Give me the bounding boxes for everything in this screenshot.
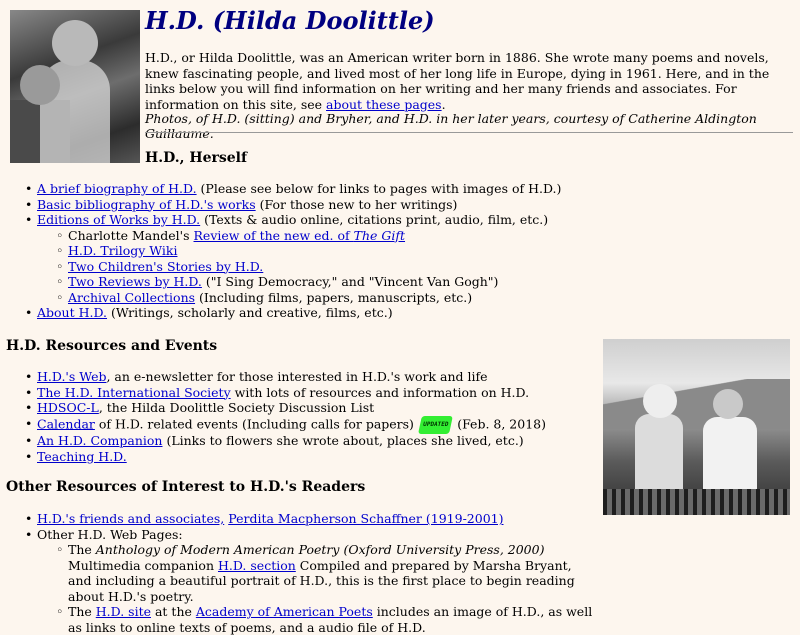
schaffner-link[interactable]: Perdita Macpherson Schaffner (1919-2001) [228,511,503,526]
list-item: • Editions of Works by H.D. (Texts & audio online, citations print, audio, film, etc.) ◦ Charlotte Mandel's Review of the new ed. of The Gift ◦ H.D. Trilogy Wiki ◦ Two Children's Stories by H.D. ◦ Two Reviews by H.D. ("I Sing Democracy," and "Vincent Van Gogh") ◦ Archival Collections (Including films, papers, manuscripts, etc.) [37,212,597,305]
page-title: H.D. (Hilda Doolittle) [145,6,435,35]
about-pages-link[interactable]: about these pages [326,97,442,112]
editions-link[interactable]: Editions of Works by H.D. [37,212,200,227]
list-item: • An H.D. Companion (Links to flowers she wrote about, places she lived, etc.) [37,433,597,449]
about-hd-link[interactable]: About H.D. [37,305,107,320]
divider [145,132,793,133]
academy-poets-link[interactable]: Academy of American Poets [196,604,373,619]
list-item: • Basic bibliography of H.D.'s works (For those new to her writings) [37,197,597,213]
list-item: ◦ Charlotte Mandel's Review of the new ed. of The Gift [68,228,597,244]
hd-later-years-photo [603,339,790,515]
two-reviews-link[interactable]: Two Reviews by H.D. [68,274,202,289]
friends-link[interactable]: H.D.'s friends and associates, [37,511,224,526]
calendar-link[interactable]: Calendar [37,416,95,431]
herself-list [37,181,597,321]
list-item [68,259,597,275]
list-item [37,511,597,527]
bibliography-link[interactable]: Basic bibliography of H.D.'s works [37,197,256,212]
teaching-link[interactable]: Teaching H.D. [37,449,127,464]
list-item: • HDSOC-L, the Hilda Doolittle Society Discussion List [37,400,597,416]
trilogy-wiki-link[interactable]: H.D. Trilogy Wiki [68,243,177,258]
resources-list [37,369,597,464]
hds-web-link[interactable]: H.D.'s Web [37,369,106,384]
other-list [37,511,597,635]
list-item: • H.D.'s Web, an e-newsletter for those interested in H.D.'s work and life [37,369,597,385]
list-item: • The H.D. International Society with lots of resources and information on H.D. [37,385,597,401]
list-item: ◦ The H.D. site at the Academy of American Poets includes an image of H.D., as well as links to online texts of poems, and a audio file of H.D. [68,604,597,635]
list-item: ◦ The Anthology of Modern American Poetry (Oxford University Press, 2000) Multimedia companion H.D. section Compiled and prepared by Marsha Bryant, and including a beautiful portrait of H.D., this is the first place to begin reading about H.D.'s poetry. [68,542,597,604]
archival-link[interactable]: Archival Collections [68,290,195,305]
list-item: • About H.D. (Writings, scholarly and creative, films, etc.) [37,305,597,321]
intro-paragraph: H.D., or Hilda Doolittle, was an American writer born in 1886. She wrote many poems and novels, knew fascinating people, and lived most of her long life in Europe, dying in 1961. Here, and in the links below you will find information on her writing and her many friends and associates. For information on this site, see about these pages. [145,50,770,112]
photo-caption: Photos, of H.D. (sitting) and Bryher, and H.D. in her later years, courtesy of Catherine Aldington Guillaume. [145,111,795,141]
editions-sublist [68,228,597,306]
intro-text: H.D., or Hilda Doolittle, was an American writer born in 1886. She wrote many poems and novels, knew fascinating people, and lived most of her long life in Europe, dying in 1961. Here, and in the links below you will find information on her writing and her many friends and associates. For information on this site, see [145,50,769,112]
list-item [68,243,597,259]
companion-link[interactable]: An H.D. Companion [37,433,162,448]
hdsoc-l-link[interactable]: HDSOC-L [37,400,99,415]
hd-bryher-photo [10,10,140,163]
web-pages-sublist [68,542,597,635]
gift-review-link[interactable]: Review of the new ed. of The Gift [194,228,406,243]
list-item: • A brief biography of H.D. (Please see below for links to pages with images of H.D.) [37,181,597,197]
biography-link[interactable]: A brief biography of H.D. [37,181,197,196]
hd-site-link[interactable]: H.D. site [96,604,151,619]
updated-badge: UPDATED [418,416,453,434]
list-item: ◦ Two Reviews by H.D. ("I Sing Democracy," and "Vincent Van Gogh") [68,274,597,290]
herself-heading: H.D., Herself [145,150,247,166]
list-item [37,449,597,465]
list-item: ◦ Archival Collections (Including films, papers, manuscripts, etc.) [68,290,597,306]
childrens-stories-link[interactable]: Two Children's Stories by H.D. [68,259,263,274]
list-item: • Other H.D. Web Pages: ◦ The Anthology of Modern American Poetry (Oxford University Press, 2000) Multimedia companion H.D. section Compiled and prepared by Marsha Bryant, and including a beautiful portrait of H.D., this is the first place to begin reading about H.D.'s poetry. ◦ The H.D. site at the Academy of American Poets includes an image of H.D., as well as links to online texts of poems, and a audio file of H.D. [37,527,597,635]
international-society-link[interactable]: The H.D. International Society [37,385,231,400]
resources-heading: H.D. Resources and Events [6,338,217,354]
other-resources-heading: Other Resources of Interest to H.D.'s Readers [6,479,365,495]
list-item: • Calendar of H.D. related events (Including calls for papers) UPDATED (Feb. 8, 2018) [37,416,597,434]
anthology-hd-section-link[interactable]: H.D. section [218,558,296,573]
